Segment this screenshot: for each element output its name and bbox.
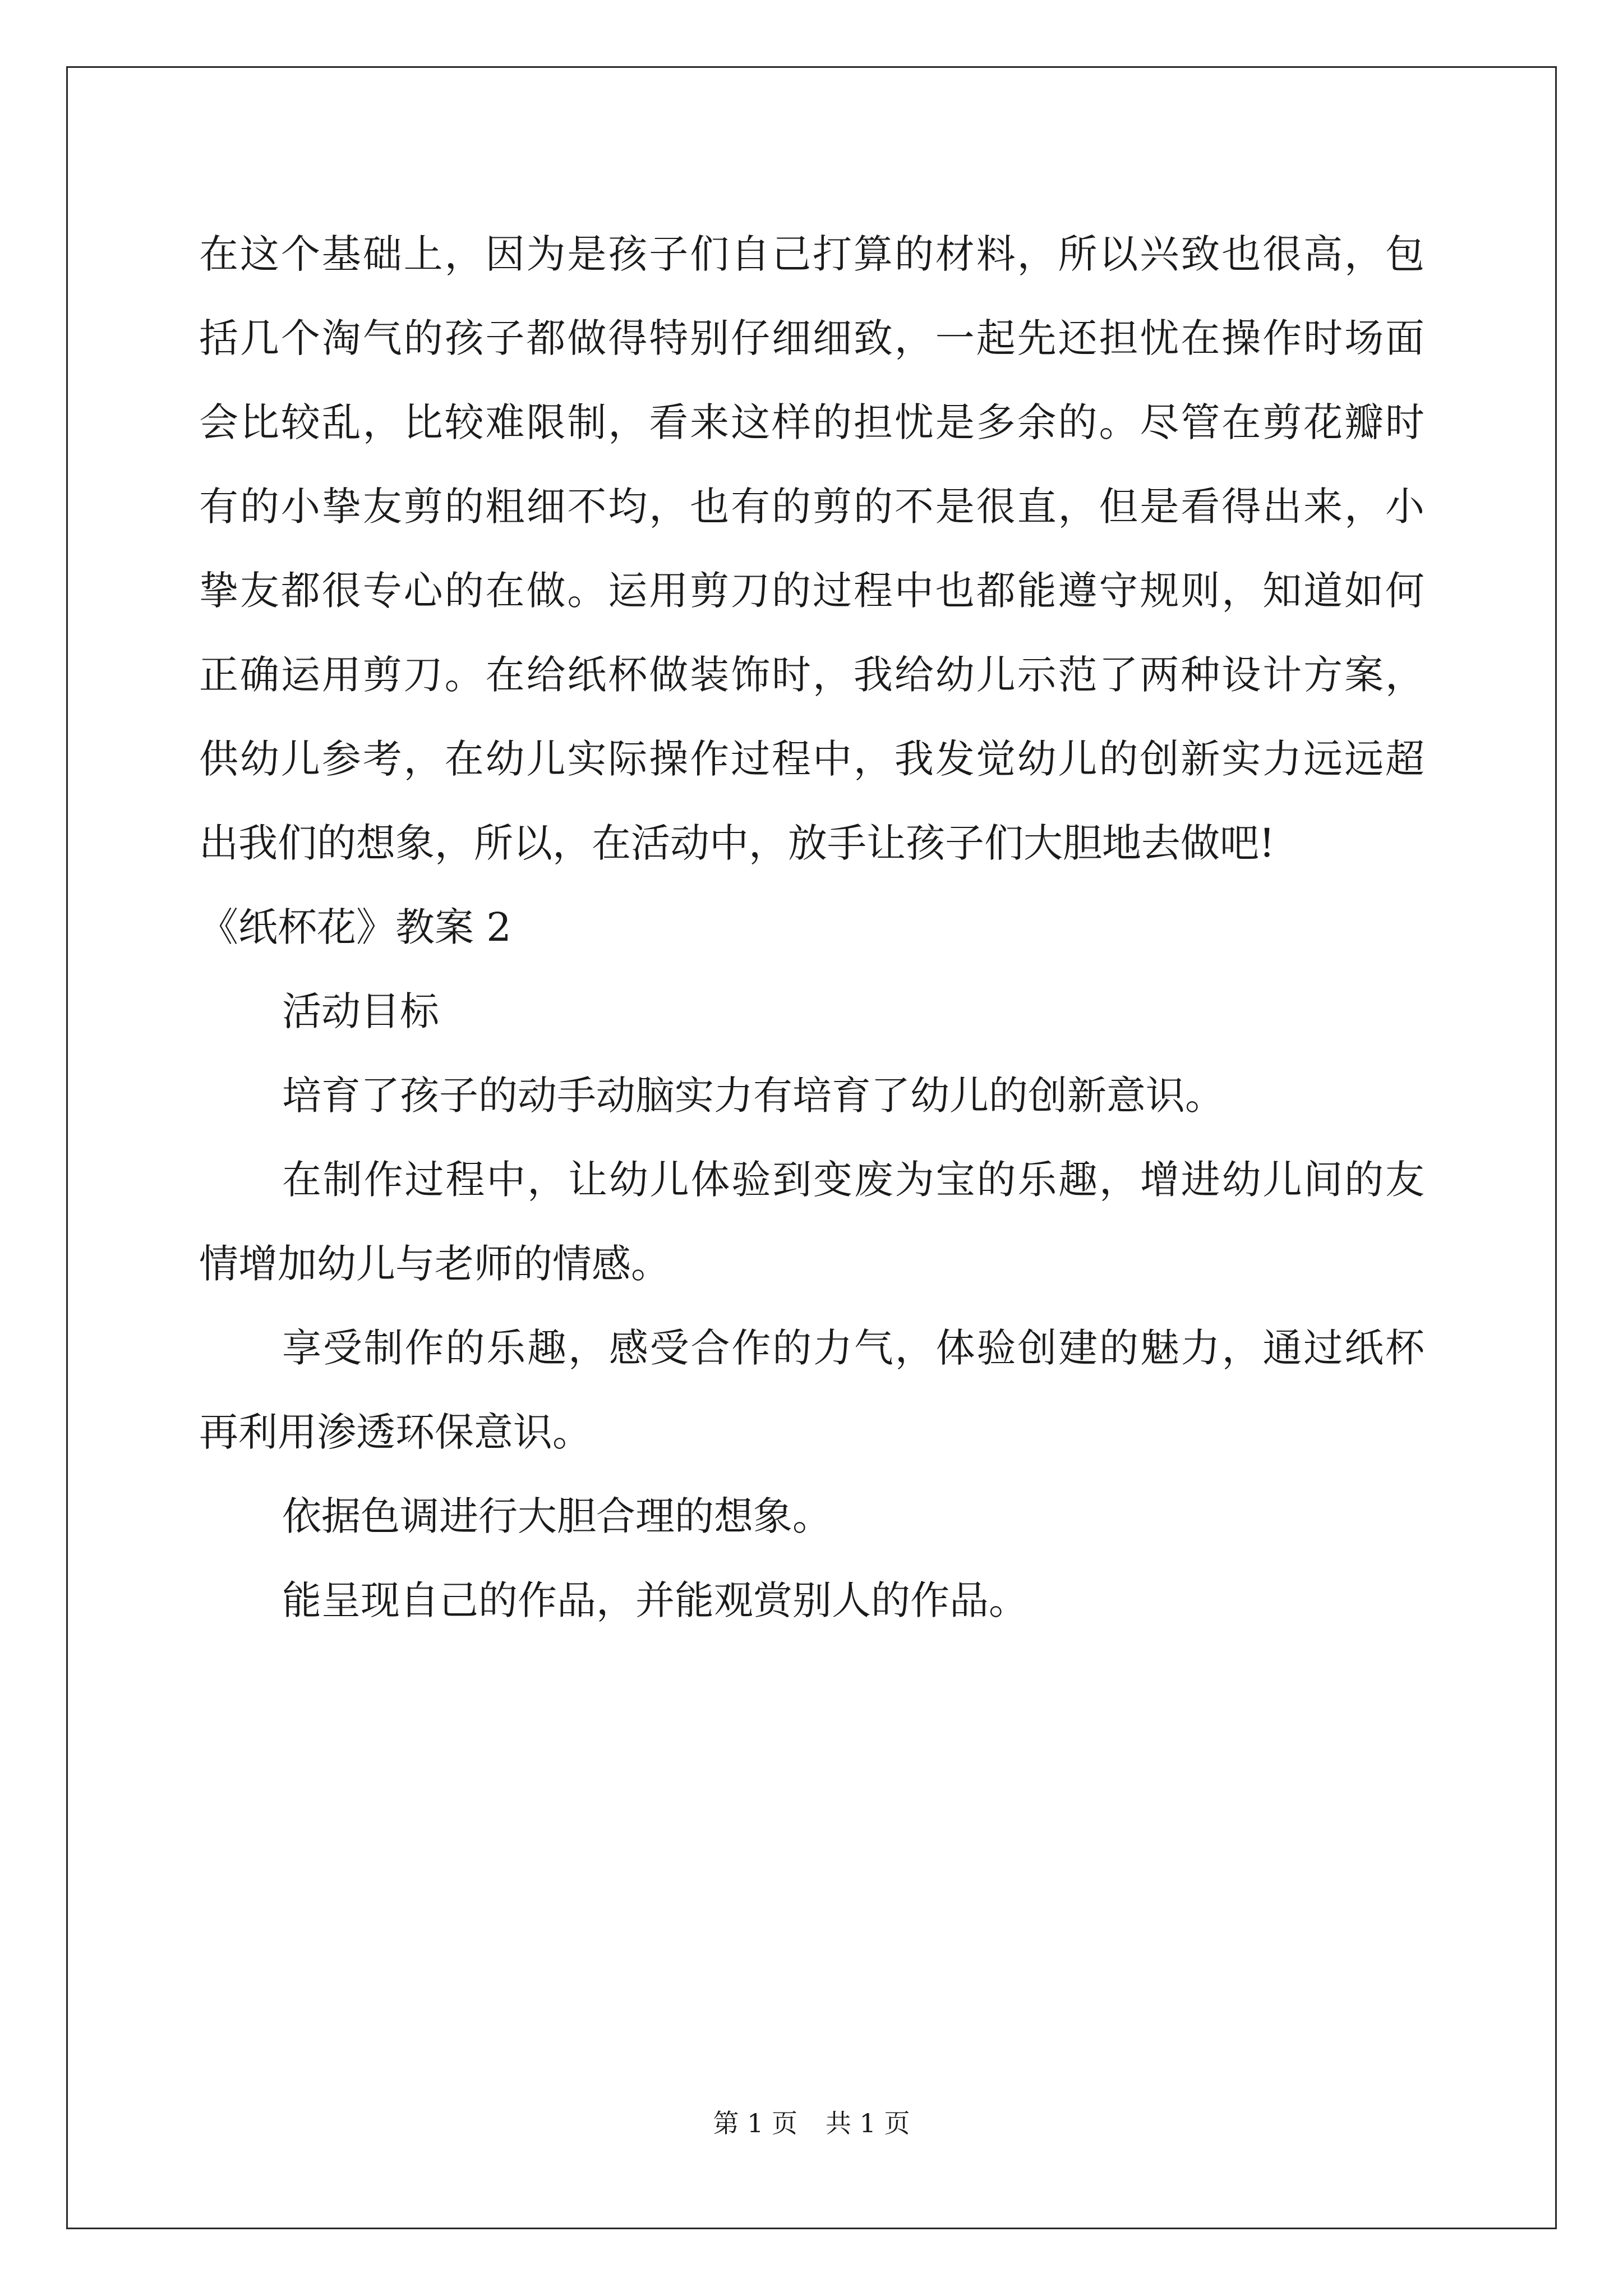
- page-footer: [0, 2106, 1623, 2140]
- paragraph-line: 依据色调进行大胆合理的想象。: [282, 1493, 832, 1539]
- paragraph-line: 再利用渗透环保意识。: [199, 1409, 592, 1455]
- section-heading: 《纸杯花》教案 2: [199, 904, 511, 950]
- paragraph-line: 能呈现自己的作品，并能观赏别人的作品。: [282, 1577, 1028, 1623]
- page-number-total: 共 1 页: [826, 2108, 910, 2138]
- document-body: [199, 212, 1424, 1642]
- paragraph-line: 正确运用剪刀。在给纸杯做装饰时，我给幼儿示范了两种设计方案，: [199, 652, 1424, 698]
- paragraph-line: 出我们的想象，所以，在活动中，放手让孩子们大胆地去做吧!: [199, 820, 1275, 866]
- paragraph-line: 在这个基础上，因为是孩子们自己打算的材料，所以兴致也很高，包: [199, 231, 1424, 277]
- paragraph-line: 享受制作的乐趣，感受合作的力气，体验创建的魅力，通过纸杯: [282, 1325, 1424, 1371]
- page-number-current: 第 1 页: [713, 2108, 797, 2138]
- paragraph-line: 会比较乱，比较难限制，看来这样的担忧是多余的。尽管在剪花瓣时: [199, 399, 1424, 445]
- paragraph-line: 情增加幼儿与老师的情感。: [199, 1241, 670, 1287]
- paragraph-line: 供幼儿参考，在幼儿实际操作过程中，我发觉幼儿的创新实力远远超: [199, 736, 1424, 782]
- paragraph-line: 在制作过程中，让幼儿体验到变废为宝的乐趣，增进幼儿间的友: [282, 1157, 1424, 1203]
- paragraph-line: 括几个淘气的孩子都做得特别仔细细致，一起先还担忧在操作时场面: [199, 315, 1424, 361]
- subheading-activity-goals: 活动目标: [282, 988, 439, 1034]
- paragraph-line: 挚友都很专心的在做。运用剪刀的过程中也都能遵守规则，知道如何: [199, 568, 1424, 614]
- paragraph-line: 培育了孩子的动手动脑实力有培育了幼儿的创新意识。: [282, 1073, 1224, 1119]
- paragraph-line: 有的小挚友剪的粗细不均，也有的剪的不是很直，但是看得出来，小: [199, 484, 1424, 530]
